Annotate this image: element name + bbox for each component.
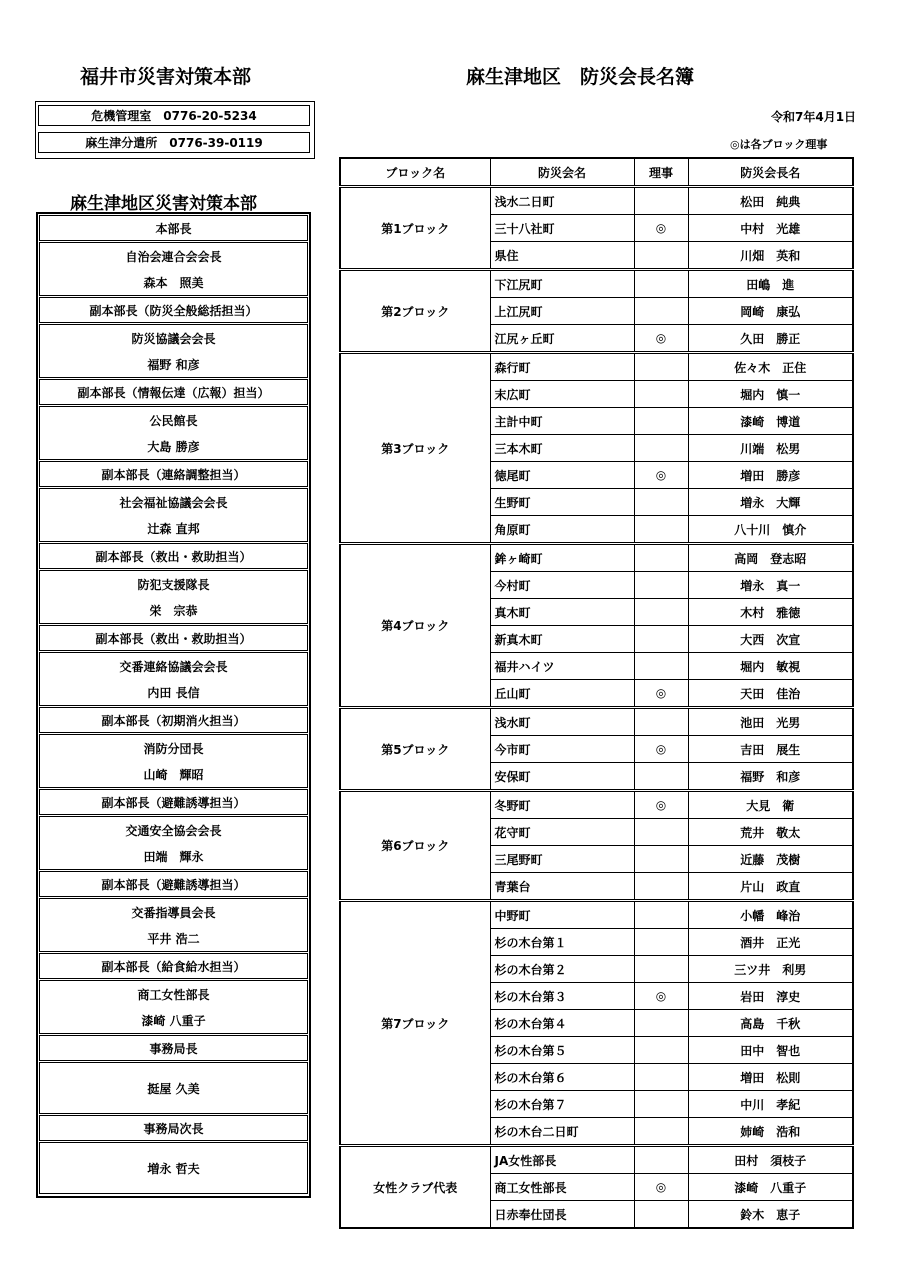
chief-name-cell: 岡崎 康弘 (688, 298, 853, 325)
director-mark-cell: ◎ (634, 462, 688, 489)
hq-role-label: 本部長 (155, 221, 192, 236)
director-mark-cell (634, 1010, 688, 1037)
director-mark-cell (634, 873, 688, 901)
table-row (340, 708, 853, 736)
director-mark-cell: ◎ (634, 983, 688, 1010)
director-mark-cell (634, 653, 688, 680)
date-label: 令和7年4月1日 (771, 110, 857, 124)
contact-crisis-office: 危機管理室 0776-20-5234 (38, 105, 310, 126)
hq-member-position: 交番指導員会長 (131, 905, 216, 920)
chief-name-cell: 川畑 英和 (688, 242, 853, 270)
roster-title: 麻生津地区 防災会長名簿 (466, 66, 695, 88)
director-mark-cell: ◎ (634, 791, 688, 819)
director-mark-cell (634, 572, 688, 599)
director-note: ◎は各ブロック理事 (730, 138, 828, 151)
hq-member-name: 福野 和彦 (147, 357, 200, 372)
table-row (340, 270, 853, 298)
col-header-chief: 防災会長名 (688, 158, 853, 187)
director-mark-cell (634, 599, 688, 626)
town-cell: 丘山町 (490, 680, 634, 708)
chief-name-cell: 増永 大輝 (688, 489, 853, 516)
town-cell: 杉の木台二日町 (490, 1118, 634, 1146)
town-cell: 杉の木台第７ (490, 1091, 634, 1118)
chief-name-cell: 鈴木 恵子 (688, 1201, 853, 1229)
chief-name-cell: 荒井 敬太 (688, 819, 853, 846)
town-cell: 杉の木台第４ (490, 1010, 634, 1037)
hq-role-label: 副本部長（給食給水担当） (101, 959, 246, 974)
chief-name-cell: 天田 佳治 (688, 680, 853, 708)
hq-member-name: 内田 長信 (147, 685, 200, 700)
town-cell: 県住 (490, 242, 634, 270)
director-mark-cell (634, 708, 688, 736)
town-cell: 主計中町 (490, 408, 634, 435)
chief-name-cell: 中川 孝紀 (688, 1091, 853, 1118)
town-cell: 新真木町 (490, 626, 634, 653)
director-mark-cell: ◎ (634, 215, 688, 242)
chief-name-cell: 田村 須枝子 (688, 1146, 853, 1174)
chief-name-cell: 福野 和彦 (688, 763, 853, 791)
hq-role-group (39, 215, 308, 241)
town-cell: 徳尾町 (490, 462, 634, 489)
hq-member-group (39, 324, 308, 378)
town-cell: 三尾野町 (490, 846, 634, 873)
town-cell: 商工女性部長 (490, 1174, 634, 1201)
table-row (340, 544, 853, 572)
col-header-town: 防災会名 (490, 158, 634, 187)
hq-role-group (39, 707, 308, 733)
town-cell: 日赤奉仕団長 (490, 1201, 634, 1229)
roster-table (339, 157, 854, 1229)
chief-name-cell: 漆崎 八重子 (688, 1174, 853, 1201)
hq-role-label: 副本部長（避難誘導担当） (101, 877, 246, 892)
director-mark-cell (634, 1064, 688, 1091)
director-mark-cell (634, 353, 688, 381)
chief-name-cell: 三ツ井 利男 (688, 956, 853, 983)
chief-name-cell: 吉田 展生 (688, 736, 853, 763)
contact-branch-office: 麻生津分遣所 0776-39-0119 (38, 132, 310, 153)
chief-name-cell: 近藤 茂樹 (688, 846, 853, 873)
town-cell: 角原町 (490, 516, 634, 544)
town-cell: 末広町 (490, 381, 634, 408)
chief-name-cell: 高島 千秋 (688, 1010, 853, 1037)
director-mark-cell (634, 1037, 688, 1064)
town-cell: 福井ハイツ (490, 653, 634, 680)
director-mark-cell (634, 187, 688, 215)
hq-member-group (39, 570, 308, 624)
hq-member-group (39, 734, 308, 788)
director-mark-cell (634, 435, 688, 462)
hq-member-position: 商工女性部長 (137, 987, 210, 1002)
hq-role-group (39, 379, 308, 405)
hq-member-name: 山崎 輝昭 (143, 767, 204, 782)
table-row (340, 353, 853, 381)
director-mark-cell (634, 516, 688, 544)
hq-role-label: 副本部長（救出・救助担当） (95, 631, 252, 646)
chief-name-cell: 高岡 登志昭 (688, 544, 853, 572)
chief-name-cell: 岩田 淳史 (688, 983, 853, 1010)
hq-member-group (39, 488, 308, 542)
chief-name-cell: 片山 政直 (688, 873, 853, 901)
col-header-director: 理事 (634, 158, 688, 187)
town-cell: 今村町 (490, 572, 634, 599)
town-cell: 生野町 (490, 489, 634, 516)
hq-role-group (39, 789, 308, 815)
director-mark-cell (634, 1118, 688, 1146)
town-cell: 杉の木台第２ (490, 956, 634, 983)
hq-member-group (39, 406, 308, 460)
chief-name-cell: 佐々木 正住 (688, 353, 853, 381)
hq-member-group (39, 652, 308, 706)
hq-role-label: 副本部長（避難誘導担当） (101, 795, 246, 810)
table-row (340, 901, 853, 929)
director-mark-cell (634, 381, 688, 408)
chief-name-cell: 堀内 慎一 (688, 381, 853, 408)
director-mark-cell: ◎ (634, 1174, 688, 1201)
office-role-label: 事務局長 (149, 1041, 198, 1056)
director-mark-cell (634, 298, 688, 325)
hq-role-label: 副本部長（初期消火担当） (101, 713, 246, 728)
chief-name-cell: 増永 真一 (688, 572, 853, 599)
block-name-cell: 第6ブロック (340, 791, 490, 901)
chief-name-cell: 大見 衛 (688, 791, 853, 819)
director-mark-cell (634, 626, 688, 653)
chief-name-cell: 田中 智也 (688, 1037, 853, 1064)
hq-role-label: 副本部長（防災全般総括担当） (89, 303, 258, 318)
hq-member-group (39, 816, 308, 870)
director-mark-cell (634, 929, 688, 956)
town-cell: JA女性部長 (490, 1146, 634, 1174)
hq-member-group (39, 242, 308, 296)
table-row (340, 187, 853, 215)
hq-member-position: 消防分団長 (143, 741, 204, 756)
chief-name-cell: 田嶋 進 (688, 270, 853, 298)
town-cell: 浅水町 (490, 708, 634, 736)
director-mark-cell (634, 1201, 688, 1229)
director-mark-cell (634, 1146, 688, 1174)
director-mark-cell (634, 270, 688, 298)
block-name-cell: 第2ブロック (340, 270, 490, 353)
hq-member-position: 社会福祉協議会会長 (119, 495, 228, 510)
hq-member-name: 漆崎 八重子 (141, 1013, 206, 1028)
director-mark-cell (634, 242, 688, 270)
block-name-cell: 女性クラブ代表 (340, 1146, 490, 1229)
director-mark-cell (634, 408, 688, 435)
chief-name-cell: 漆崎 博道 (688, 408, 853, 435)
hq-member-position: 交番連絡協議会会長 (119, 659, 228, 674)
hq-member-position: 防犯支援隊長 (137, 577, 210, 592)
director-mark-cell: ◎ (634, 736, 688, 763)
town-cell: 上江尻町 (490, 298, 634, 325)
hq-role-group (39, 625, 308, 651)
town-cell: 杉の木台第６ (490, 1064, 634, 1091)
table-row (340, 1146, 853, 1174)
chief-name-cell: 増田 勝彦 (688, 462, 853, 489)
director-mark-cell: ◎ (634, 680, 688, 708)
hq-role-label: 副本部長（連絡調整担当） (101, 467, 246, 482)
town-cell: 下江尻町 (490, 270, 634, 298)
district-hq-title: 麻生津地区災害対策本部 (70, 194, 257, 214)
office-role-label: 事務局次長 (143, 1121, 204, 1136)
table-row (340, 791, 853, 819)
hq-role-group (39, 543, 308, 569)
chief-name-cell: 増田 松則 (688, 1064, 853, 1091)
town-cell: 杉の木台第５ (490, 1037, 634, 1064)
block-name-cell: 第1ブロック (340, 187, 490, 270)
town-cell: 杉の木台第３ (490, 983, 634, 1010)
col-header-block: ブロック名 (340, 158, 490, 187)
town-cell: 安保町 (490, 763, 634, 791)
chief-name-cell: 堀内 敏視 (688, 653, 853, 680)
town-cell: 真木町 (490, 599, 634, 626)
chief-name-cell: 八十川 慎介 (688, 516, 853, 544)
town-cell: 今市町 (490, 736, 634, 763)
director-mark-cell (634, 901, 688, 929)
chief-name-cell: 久田 勝正 (688, 325, 853, 353)
hq-member-name: 辻森 直邦 (147, 521, 200, 536)
hq-role-group (39, 297, 308, 323)
hq-member-name: 平井 浩二 (147, 931, 200, 946)
chief-name-cell: 池田 光男 (688, 708, 853, 736)
hq-member-name: 田端 輝永 (143, 849, 204, 864)
office-member-name: 挺屋 久美 (39, 1062, 308, 1114)
town-cell: 三十八社町 (490, 215, 634, 242)
hq-title: 福井市災害対策本部 (80, 66, 252, 88)
block-name-cell: 第5ブロック (340, 708, 490, 791)
hq-member-name: 栄 宗恭 (149, 603, 198, 618)
town-cell: 浅水二日町 (490, 187, 634, 215)
chief-name-cell: 酒井 正光 (688, 929, 853, 956)
chief-name-cell: 小幡 峰治 (688, 901, 853, 929)
hq-role-label: 副本部長（救出・救助担当） (95, 549, 252, 564)
town-cell: 青葉台 (490, 873, 634, 901)
director-mark-cell (634, 819, 688, 846)
chief-name-cell: 大西 次宣 (688, 626, 853, 653)
hq-role-group (39, 461, 308, 487)
hq-role-group (39, 953, 308, 979)
hq-member-position: 防災協議会会長 (131, 331, 216, 346)
block-name-cell: 第4ブロック (340, 544, 490, 708)
town-cell: 花守町 (490, 819, 634, 846)
town-cell: 鉾ヶ崎町 (490, 544, 634, 572)
town-cell: 江尻ヶ丘町 (490, 325, 634, 353)
hq-member-position: 自治会連合会会長 (125, 249, 222, 264)
director-mark-cell (634, 1091, 688, 1118)
hq-member-name: 森本 照美 (143, 275, 204, 290)
director-mark-cell (634, 763, 688, 791)
chief-name-cell: 中村 光雄 (688, 215, 853, 242)
hq-member-group (39, 898, 308, 952)
director-mark-cell: ◎ (634, 325, 688, 353)
town-cell: 森行町 (490, 353, 634, 381)
town-cell: 杉の木台第１ (490, 929, 634, 956)
chief-name-cell: 川端 松男 (688, 435, 853, 462)
town-cell: 三本木町 (490, 435, 634, 462)
town-cell: 冬野町 (490, 791, 634, 819)
hq-member-position: 交通安全協会会長 (125, 823, 222, 838)
director-mark-cell (634, 489, 688, 516)
chief-name-cell: 木村 雅徳 (688, 599, 853, 626)
district-hq-list (36, 212, 311, 1198)
office-role-group (39, 1035, 308, 1061)
block-name-cell: 第3ブロック (340, 353, 490, 544)
hq-member-group (39, 980, 308, 1034)
hq-member-position: 公民館長 (149, 413, 198, 428)
director-mark-cell (634, 544, 688, 572)
office-role-group (39, 1115, 308, 1141)
hq-role-label: 副本部長（情報伝達（広報）担当） (77, 385, 270, 400)
block-name-cell: 第7ブロック (340, 901, 490, 1146)
hq-role-group (39, 871, 308, 897)
office-member-name: 増永 哲夫 (39, 1142, 308, 1194)
director-mark-cell (634, 846, 688, 873)
chief-name-cell: 松田 純典 (688, 187, 853, 215)
town-cell: 中野町 (490, 901, 634, 929)
hq-member-name: 大島 勝彦 (147, 439, 200, 454)
chief-name-cell: 姉崎 浩和 (688, 1118, 853, 1146)
director-mark-cell (634, 956, 688, 983)
